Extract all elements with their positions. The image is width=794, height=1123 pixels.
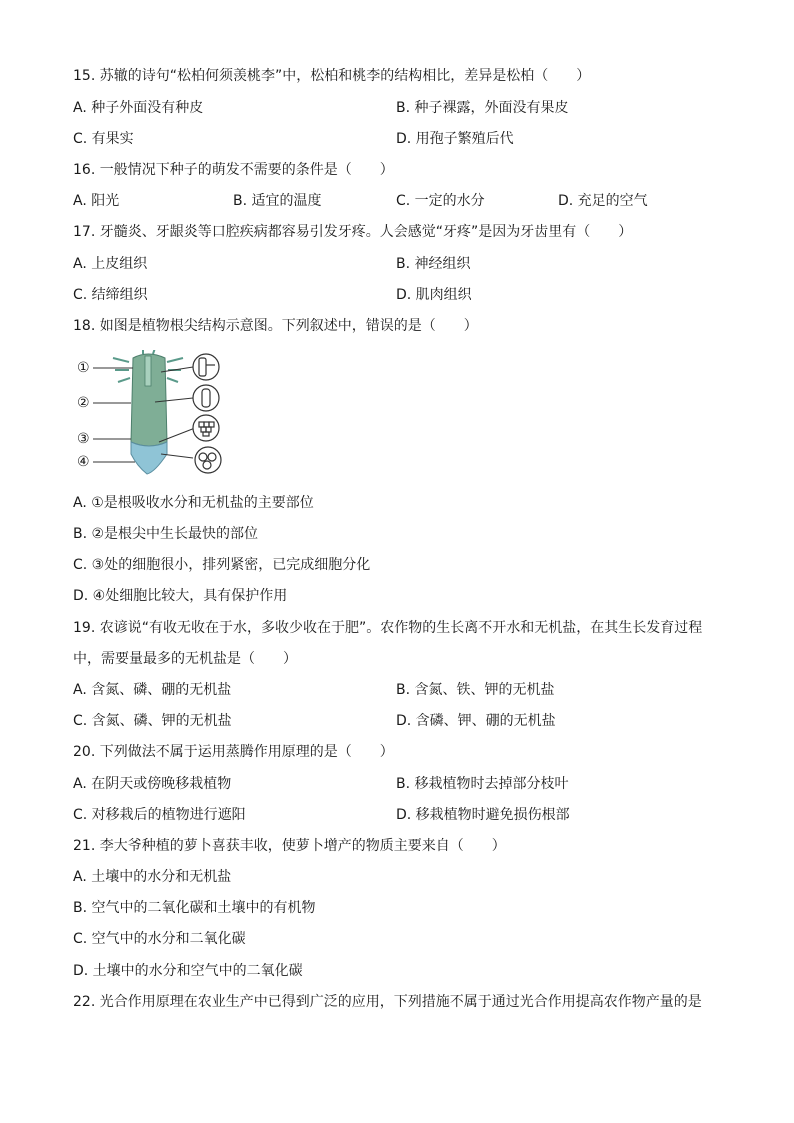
- question-16-option-d[interactable]: D. 充足的空气: [558, 193, 648, 209]
- question-15-option-a[interactable]: A. 种子外面没有种皮: [73, 100, 204, 116]
- question-22-stem: 22. 光合作用原理在农业生产中已得到广泛的应用，下列措施不属于通过光合作用提高农作物产量的是: [73, 994, 702, 1010]
- root-cap: [131, 442, 167, 474]
- question-20-option-d[interactable]: D. 移栽植物时避免损伤根部: [396, 807, 570, 823]
- label-lines-left: [93, 368, 135, 462]
- question-19-option-c[interactable]: C. 含氮、磷、钾的无机盐: [73, 713, 232, 729]
- question-15-option-c[interactable]: C. 有果实: [73, 131, 134, 147]
- question-19-option-a[interactable]: A. 含氮、磷、硼的无机盐: [73, 682, 232, 698]
- question-21-option-a[interactable]: A. 土壤中的水分和无机盐: [73, 869, 232, 885]
- root-vascular: [145, 356, 151, 386]
- question-18-option-d[interactable]: D. ④处细胞比较大，具有保护作用: [73, 588, 288, 604]
- question-20-stem: 20. 下列做法不属于运用蒸腾作用原理的是（ ）: [73, 744, 394, 760]
- question-19-stem-line1: 19. 农谚说“有收无收在于水，多收少收在于肥”。农作物的生长离不开水和无机盐，在其生长发育过程: [73, 620, 703, 636]
- question-21-stem: 21. 李大爷种植的萝卜喜获丰收，使萝卜增产的物质主要来自（ ）: [73, 838, 506, 854]
- question-20-option-b[interactable]: B. 移栽植物时去掉部分枝叶: [396, 776, 569, 792]
- question-18-option-b[interactable]: B. ②是根尖中生长最快的部位: [73, 526, 259, 542]
- question-17-option-c[interactable]: C. 结缔组织: [73, 287, 148, 303]
- question-16-option-a[interactable]: A. 阳光: [73, 193, 120, 209]
- question-20-option-a[interactable]: A. 在阴天或傍晚移栽植物: [73, 776, 232, 792]
- question-20-option-c[interactable]: C. 对移栽后的植物进行遮阳: [73, 807, 246, 823]
- question-16-stem: 16. 一般情况下种子的萌发不需要的条件是（ ）: [73, 162, 394, 178]
- question-21-option-d[interactable]: D. 土壤中的水分和空气中的二氧化碳: [73, 963, 303, 979]
- question-17-stem: 17. 牙髓炎、牙龈炎等口腔疾病都容易引发牙疼。人会感觉“牙疼”是因为牙齿里有（ ）: [73, 224, 633, 240]
- figure-label-1: ①: [77, 360, 90, 376]
- question-21-option-c[interactable]: C. 空气中的水分和二氧化碳: [73, 931, 246, 947]
- figure-label-2: ②: [77, 395, 90, 411]
- question-16-option-b[interactable]: B. 适宜的温度: [233, 193, 322, 209]
- question-15-option-d[interactable]: D. 用孢子繁殖后代: [396, 131, 514, 147]
- question-17-option-a[interactable]: A. 上皮组织: [73, 256, 148, 272]
- root-tip-svg: [73, 350, 233, 478]
- question-18-option-c[interactable]: C. ③处的细胞很小，排列紧密，已完成细胞分化: [73, 557, 371, 573]
- question-18-stem: 18. 如图是植物根尖结构示意图。下列叙述中，错误的是（ ）: [73, 318, 478, 334]
- question-19-option-d[interactable]: D. 含磷、钾、硼的无机盐: [396, 713, 556, 729]
- question-19-stem-line2: 中，需要量最多的无机盐是（ ）: [73, 651, 297, 667]
- question-19-option-b[interactable]: B. 含氮、铁、钾的无机盐: [396, 682, 555, 698]
- question-16-option-c[interactable]: C. 一定的水分: [396, 193, 485, 209]
- question-21-option-b[interactable]: B. 空气中的二氧化碳和土壤中的有机物: [73, 900, 316, 916]
- question-17-option-b[interactable]: B. 神经组织: [396, 256, 471, 272]
- question-17-option-d[interactable]: D. 肌肉组织: [396, 287, 472, 303]
- question-15-stem: 15. 苏辙的诗句“松柏何须羡桃李”中，松柏和桃李的结构相比，差异是松柏（ ）: [73, 68, 591, 84]
- figure-label-4: ④: [77, 454, 90, 470]
- figure-label-3: ③: [77, 431, 90, 447]
- question-18-option-a[interactable]: A. ①是根吸收水分和无机盐的主要部位: [73, 495, 314, 511]
- question-15-option-b[interactable]: B. 种子裸露，外面没有果皮: [396, 100, 569, 116]
- root-tip-diagram: [73, 350, 233, 478]
